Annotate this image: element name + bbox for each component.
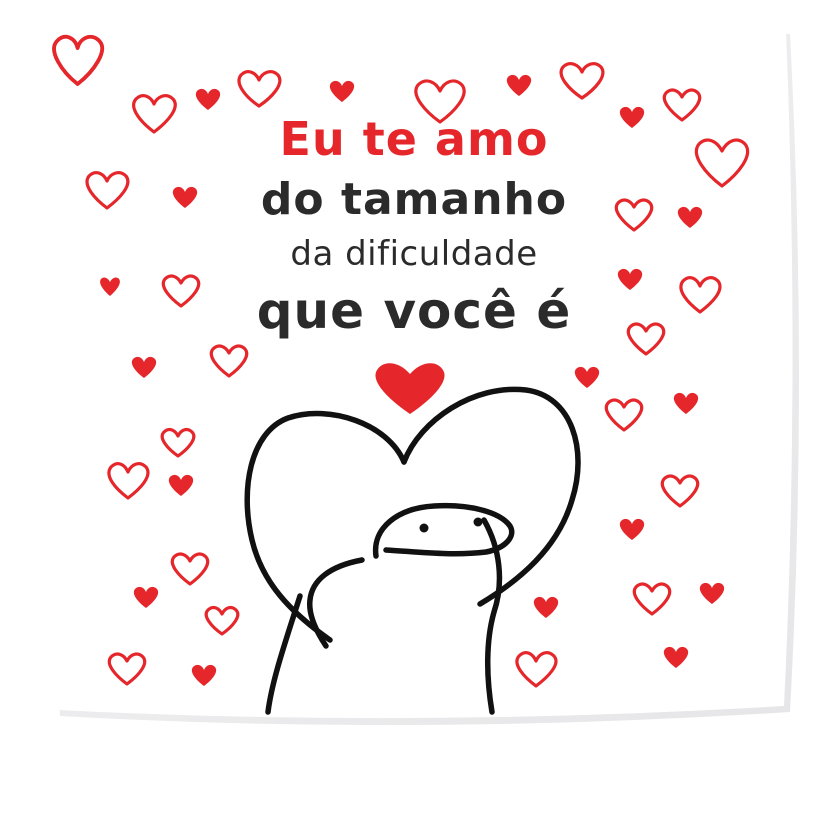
message-line-4: que você é [256, 282, 572, 340]
eye-icon [420, 524, 429, 533]
message-line-2: do tamanho [260, 174, 568, 225]
message-line-1: Eu te amo [279, 112, 549, 166]
message-line-3: da dificuldade [290, 234, 538, 274]
eye-icon [474, 518, 483, 527]
